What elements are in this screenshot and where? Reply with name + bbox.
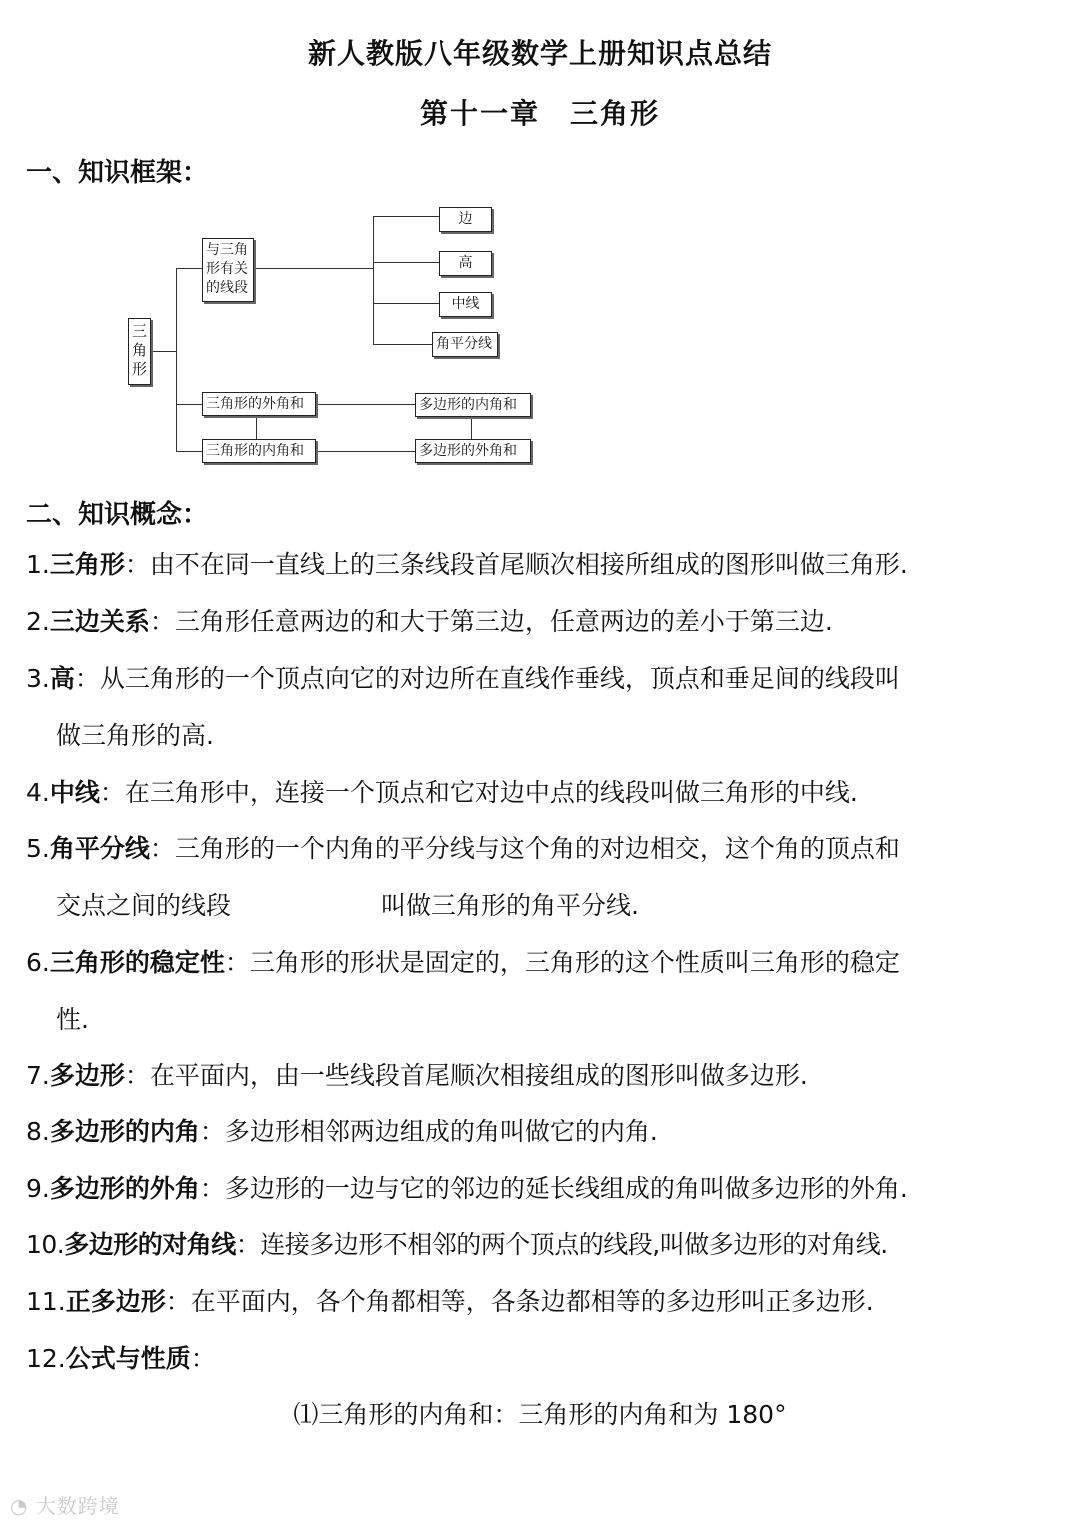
concept-term: 中线 (49, 778, 100, 807)
concept-term: 正多边形 (65, 1287, 166, 1316)
concept-separator: ： (224, 948, 250, 977)
concept-text: 三角形任意两边的和大于第三边，任意两边的差小于第三边. (174, 607, 833, 636)
concept-number: 7. (26, 1061, 50, 1090)
connector (316, 451, 416, 452)
diagram-root-triangle: 三角形 (128, 318, 151, 385)
concept-separator: ： (190, 1344, 216, 1373)
section-heading-framework: 一、知识框架： (26, 158, 209, 188)
diagram-polygon-exterior-sum: 多边形的外角和 (415, 439, 531, 463)
concept-separator: ： (199, 1174, 225, 1203)
concept-separator: ： (124, 1061, 150, 1090)
concept-item (26, 1160, 908, 1217)
concept-item (26, 650, 900, 707)
concept-term: 多边形的对角线 (64, 1230, 236, 1259)
formula-triangle-interior-sum: ⑴三角形的内角和：三角形的内角和为 180° (293, 1400, 787, 1429)
connector (373, 344, 433, 345)
concept-text: 在平面内，由一些线段首尾顺次相接组成的图形叫做多边形. (149, 1061, 808, 1090)
connector (316, 404, 416, 405)
connector (176, 451, 202, 452)
concept-term: 公式与性质 (65, 1344, 191, 1373)
diagram-exterior-angle-sum: 三角形的外角和 (202, 392, 316, 416)
document-title: 新人教版八年级数学上册知识点总结 (307, 37, 772, 70)
concept-term: 多边形的内角 (49, 1117, 200, 1146)
concept-continuation: 做三角形的高. (56, 721, 214, 750)
concept-item (26, 593, 833, 650)
concept-text: 在平面内，各个角都相等，各条边都相等的多边形叫正多边形. (190, 1287, 874, 1316)
concept-separator: ： (165, 1287, 191, 1316)
connector (373, 303, 439, 304)
concept-term: 三角形的稳定性 (49, 948, 225, 977)
concept-text: 由不在同一直线上的三条线段首尾顺次相接所组成的图形叫做三角形. (149, 550, 908, 579)
diagram-item-altitude: 高 (439, 251, 492, 276)
concept-item (26, 764, 858, 821)
connector (176, 268, 177, 452)
connector (176, 268, 203, 269)
concept-number: 4. (26, 778, 50, 807)
concept-number: 11. (26, 1287, 66, 1316)
concept-number: 6. (26, 948, 50, 977)
section-heading-concepts: 二、知识概念： (26, 500, 209, 530)
concept-text: 多边形相邻两边组成的角叫做它的内角. (224, 1117, 658, 1146)
connector (373, 216, 374, 345)
concept-term: 三角形 (49, 550, 125, 579)
logo-icon: ◔ (10, 1494, 36, 1518)
concept-text: 三角形的形状是固定的，三角形的这个性质叫三角形的稳定 (249, 948, 900, 977)
connector (176, 404, 202, 405)
concept-text: 多边形的一边与它的邻边的延长线组成的角叫做多边形的外角. (224, 1174, 908, 1203)
concept-item (26, 1047, 808, 1104)
diagram-segments-group-label: 与三角形有关的线段 (206, 242, 248, 296)
watermark-text: 大数跨境 (35, 1494, 120, 1518)
concept-separator: ： (149, 834, 175, 863)
connector (150, 351, 176, 352)
concept-item (26, 820, 900, 877)
concept-text: 三角形的一个内角的平分线与这个角的对边相交，这个角的顶点和 (174, 834, 900, 863)
concept-term: 角平分线 (49, 834, 150, 863)
diagram-item-side: 边 (439, 207, 492, 232)
concept-number: 3. (26, 664, 50, 693)
concept-term: 三边关系 (49, 607, 150, 636)
concept-item (26, 1330, 216, 1387)
concept-number: 9. (26, 1174, 50, 1203)
concept-text: 从三角形的一个顶点向它的对边所在直线作垂线，顶点和垂足间的线段叫 (99, 664, 900, 693)
concept-separator: ： (149, 607, 175, 636)
concept-continuation: 交点之间的线段 叫做三角形的角平分线. (56, 891, 639, 920)
concept-item (26, 1216, 888, 1273)
concept-term: 多边形的外角 (49, 1174, 200, 1203)
chapter-title: 第十一章 三角形 (419, 97, 660, 130)
connector (373, 262, 439, 263)
diagram-interior-angle-sum: 三角形的内角和 (202, 439, 316, 463)
concept-term: 多边形 (49, 1061, 125, 1090)
connector (373, 216, 439, 217)
concept-text: 连接多边形不相邻的两个顶点的线段,叫做多边形的对角线. (260, 1230, 888, 1259)
concept-item (26, 1273, 874, 1330)
concept-number: 10. (26, 1230, 65, 1259)
concept-number: 2. (26, 607, 50, 636)
concept-separator: ： (235, 1230, 261, 1259)
concept-text: 在三角形中，连接一个顶点和它对边中点的线段叫做三角形的中线. (124, 778, 858, 807)
diagram-polygon-interior-sum: 多边形的内角和 (415, 393, 531, 417)
concept-number: 12. (26, 1344, 66, 1373)
diagram-item-angle-bisector: 角平分线 (432, 332, 498, 357)
concept-item (26, 1103, 658, 1160)
concept-item (26, 934, 900, 991)
concept-term: 高 (49, 664, 75, 693)
diagram-segments-group (202, 238, 254, 302)
concept-continuation: 性. (56, 1005, 89, 1034)
concept-separator: ： (199, 1117, 225, 1146)
diagram-item-median: 中线 (439, 292, 492, 317)
concept-number: 8. (26, 1117, 50, 1146)
watermark (10, 1490, 120, 1519)
concept-separator: ： (74, 664, 100, 693)
concept-number: 1. (26, 550, 50, 579)
concept-number: 5. (26, 834, 50, 863)
connector (254, 268, 374, 269)
connector (256, 414, 257, 441)
concept-separator: ： (124, 550, 150, 579)
concept-item (26, 536, 908, 593)
concept-separator: ： (99, 778, 125, 807)
